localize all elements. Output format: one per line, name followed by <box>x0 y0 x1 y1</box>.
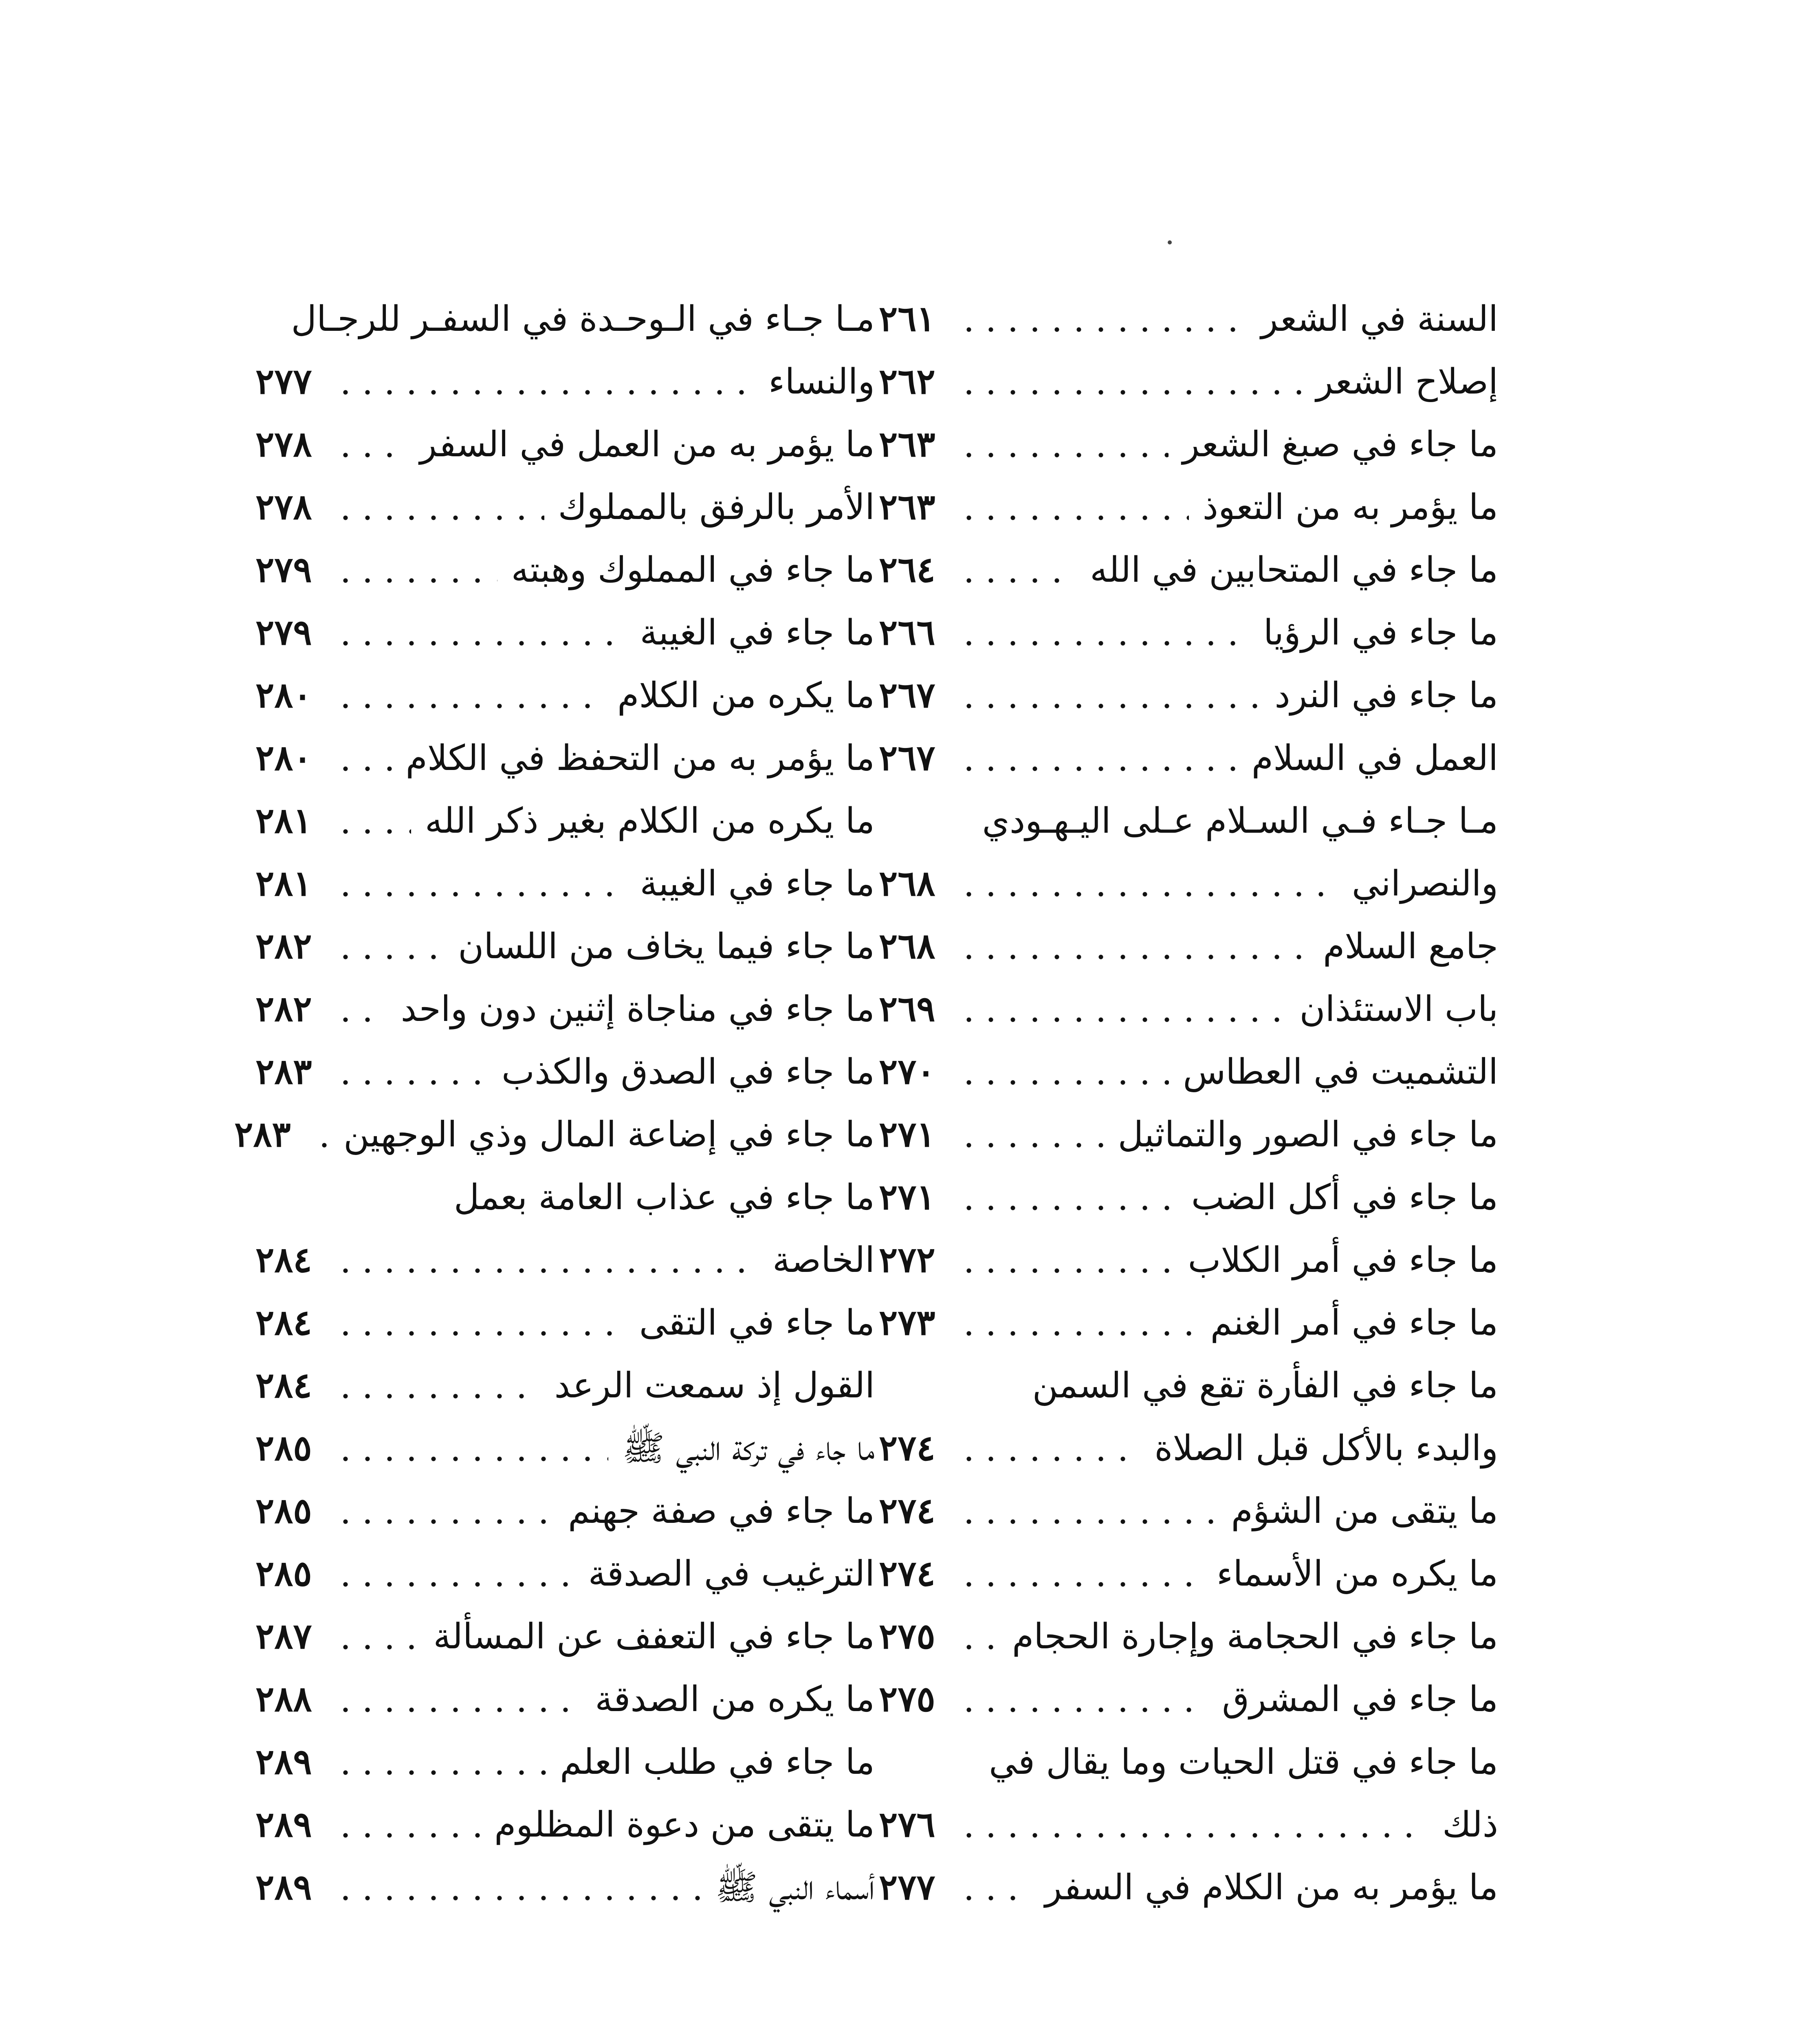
dot-leader <box>958 389 1302 395</box>
dot-leader <box>335 515 544 521</box>
entry-title: ما يؤمر به من الكلام في السفر <box>1045 1867 1498 1908</box>
dot-leader <box>335 1644 420 1650</box>
entry-page-number: ٢٨١ <box>255 863 312 904</box>
ink-speck <box>1168 240 1172 244</box>
entry-page-number: ٢٧٤ <box>879 1490 935 1531</box>
dot-leader <box>958 891 1338 897</box>
entry-page-number: ٢٦٩ <box>879 988 935 1029</box>
entry-page-number: ٢٨٩ <box>255 1804 312 1845</box>
dot-leader <box>958 703 1261 709</box>
entry-page-number: ٢٨٩ <box>255 1867 312 1908</box>
entry-page-number: ٢٨٨ <box>255 1678 312 1720</box>
entry-page-number: ٢٦٧ <box>879 737 935 779</box>
index-entry <box>255 599 875 662</box>
dot-leader <box>958 1832 1428 1838</box>
index-entry <box>879 1226 1498 1289</box>
index-entry <box>255 1038 875 1101</box>
entry-title: ما يكره من الكلام <box>617 675 875 716</box>
entry-page-number: ٢٦٣ <box>879 486 935 528</box>
entry-page-number: ٢٧٥ <box>879 1678 935 1720</box>
dot-leader <box>958 1080 1169 1085</box>
dot-leader <box>335 1707 581 1713</box>
entry-title: ما جاء في الفأرة تقع في السمن <box>1032 1365 1498 1406</box>
entry-page-number: ٢٧٨ <box>255 424 312 465</box>
entry-page-number: ٢٧١ <box>879 1177 935 1218</box>
entry-title: ما جاء في أمر الغنم <box>1210 1302 1498 1343</box>
index-column-left <box>234 285 875 1916</box>
entry-page-number: ٢٧٨ <box>255 486 312 528</box>
entry-page-number: ٢٧٦ <box>879 1804 935 1845</box>
entry-page-number: ٢٧٧ <box>255 361 312 402</box>
entry-title: ما جاء في النرد <box>1274 675 1498 716</box>
entry-title: ما جاء في إضاعة المال وذي الوجهين <box>343 1114 875 1155</box>
dot-leader <box>335 1331 625 1336</box>
dot-leader <box>958 1017 1285 1023</box>
entry-title: ما جاء في المتحابين في الله <box>1090 550 1498 590</box>
index-entry <box>255 1352 875 1414</box>
entry-page-number: ٢٦٣ <box>879 424 935 465</box>
entry-title: والنساء <box>768 361 875 402</box>
dot-leader <box>335 891 626 897</box>
index-entry <box>255 1791 875 1854</box>
dot-leader <box>958 1268 1174 1274</box>
entry-title: ما جاء في الرؤيا <box>1263 612 1498 653</box>
index-entry <box>255 1226 875 1289</box>
dot-leader <box>335 954 444 960</box>
entry-title: مـا جـاء فـي السـلام عـلى اليـهـودي <box>982 801 1498 841</box>
index-entry <box>255 1728 875 1791</box>
index-entry <box>879 411 1498 473</box>
entry-title: الخاصة <box>772 1240 875 1280</box>
entry-title: ما جاء في التقى <box>639 1302 875 1343</box>
entry-title: ما جاء في صبغ الشعر <box>1182 424 1498 465</box>
entry-page-number: ٢٨٤ <box>255 1365 312 1406</box>
index-entry <box>879 1603 1498 1665</box>
dot-leader <box>335 766 392 772</box>
dot-leader <box>335 1393 541 1399</box>
index-entry <box>255 850 875 913</box>
index-entry <box>879 1289 1498 1352</box>
entry-page-number: ٢٦٧ <box>879 675 935 716</box>
dot-leader <box>958 515 1189 521</box>
dot-leader <box>958 1582 1203 1587</box>
index-entry <box>879 1038 1498 1101</box>
entry-page-number: ٢٧٠ <box>879 1051 935 1092</box>
index-entry <box>879 662 1498 724</box>
index-entry <box>879 1540 1498 1603</box>
entry-page-number: ٢٧٧ <box>879 1867 935 1908</box>
entry-title: والبدء بالأكل قبل الصلاة <box>1154 1428 1498 1469</box>
index-entry <box>879 599 1498 662</box>
dot-leader <box>335 703 603 709</box>
index-entry <box>879 348 1498 411</box>
entry-title: ما يتقى من دعوة المظلوم <box>494 1804 875 1845</box>
index-entry <box>255 1414 875 1477</box>
entry-title: جامع السلام <box>1323 926 1498 967</box>
index-entry <box>255 787 875 850</box>
entry-page-number: ٢٧١ <box>879 1114 935 1155</box>
index-entry <box>879 1665 1498 1728</box>
entry-title: ما جاء في أكل الضب <box>1191 1177 1498 1218</box>
entry-page-number: ٢٨٧ <box>255 1616 312 1657</box>
index-entry <box>255 913 875 975</box>
entry-page-number: ٢٦١ <box>879 298 935 339</box>
index-entry <box>879 1414 1498 1477</box>
entry-page-number: ٢٨١ <box>255 800 312 841</box>
index-entry <box>255 724 875 787</box>
dot-leader <box>958 1331 1197 1336</box>
index-entry <box>879 1164 1498 1226</box>
entry-title: ما يؤمر به من التعوذ <box>1202 487 1498 528</box>
entry-title: أسماء النبي ﷺ <box>715 1867 875 1908</box>
index-entry <box>255 473 875 536</box>
dot-leader <box>335 578 497 583</box>
dot-leader <box>335 1895 702 1901</box>
dot-leader <box>958 766 1238 772</box>
entry-title: التشميت في العطاس <box>1183 1051 1498 1092</box>
entry-title: ما جاء في الغيبة <box>640 863 875 904</box>
entry-title: ما يكره من الكلام بغير ذكر الله <box>425 801 875 841</box>
entry-title: ذلك <box>1442 1804 1498 1845</box>
entry-title: والنصراني <box>1351 863 1498 904</box>
entry-page-number: ٢٧٢ <box>879 1239 935 1280</box>
entry-title: ما جاء في صفة جهنم <box>568 1491 875 1531</box>
entry-page-number: ٢٨٣ <box>255 1051 312 1092</box>
entry-page-number: ٢٦٤ <box>879 549 935 590</box>
dot-leader <box>335 1582 574 1587</box>
dot-leader <box>958 1644 998 1650</box>
dot-leader <box>958 1205 1177 1211</box>
index-entry <box>879 724 1498 787</box>
entry-page-number: ٢٧٣ <box>879 1302 935 1343</box>
index-entry <box>255 1477 875 1540</box>
entry-page-number: ٢٨٣ <box>234 1114 291 1155</box>
entry-title: العمل في السلام <box>1251 738 1498 779</box>
dot-leader <box>335 1519 554 1524</box>
index-entry <box>879 1352 1498 1414</box>
entry-title: ما يؤمر به من العمل في السفر <box>420 424 875 465</box>
entry-page-number: ٢٨٩ <box>255 1741 312 1782</box>
index-entry <box>879 913 1498 975</box>
index-entry <box>255 536 875 599</box>
dot-leader <box>958 327 1247 332</box>
dot-leader <box>958 1707 1208 1713</box>
dot-leader <box>335 1017 387 1023</box>
index-entry <box>255 411 875 473</box>
index-entry <box>879 1854 1498 1916</box>
entry-title: ما جاء في قتل الحيات وما يقال في <box>989 1742 1498 1782</box>
index-entry <box>879 536 1498 599</box>
index-entry <box>255 1540 875 1603</box>
entry-page-number: ٢٦٨ <box>879 926 935 967</box>
index-entry <box>255 1665 875 1728</box>
dot-leader <box>335 1080 488 1085</box>
dot-leader <box>335 1832 480 1838</box>
index-entry <box>879 285 1498 348</box>
dot-leader <box>958 1519 1217 1524</box>
entry-title: الترغيب في الصدقة <box>588 1553 875 1594</box>
entry-page-number: ٢٧٤ <box>879 1553 935 1594</box>
dot-leader <box>958 640 1250 646</box>
index-entry <box>255 1854 875 1916</box>
entry-title: ما يتقى من الشؤم <box>1231 1491 1498 1531</box>
entry-title: ما جاء فيما يخاف من اللسان <box>458 926 875 967</box>
entry-title: مـا جـاء في الـوحـدة في السفـر للرجـال <box>291 299 875 339</box>
dot-leader <box>958 954 1309 960</box>
index-entry <box>255 348 875 411</box>
index-entry <box>879 787 1498 850</box>
dot-leader <box>335 1268 759 1274</box>
dot-leader <box>958 1895 1031 1901</box>
index-entry <box>255 975 875 1038</box>
index-column-right <box>879 285 1498 1916</box>
entry-title: ما جاء في التعفف عن المسألة <box>433 1616 875 1657</box>
entry-title: ما جاء في عذاب العامة بعمل <box>453 1177 875 1218</box>
entry-page-number: ٢٨٤ <box>255 1302 312 1343</box>
index-entry <box>255 1603 875 1665</box>
dot-leader <box>958 1142 1104 1148</box>
dot-leader <box>335 389 755 395</box>
index-entry <box>879 1728 1498 1791</box>
entry-page-number: ٢٨٥ <box>255 1428 312 1469</box>
index-entry <box>879 850 1498 913</box>
entry-title: السنة في الشعر <box>1261 299 1498 339</box>
dot-leader <box>958 578 1076 583</box>
entry-title: إصلاح الشعر <box>1316 361 1498 402</box>
index-entry <box>879 1477 1498 1540</box>
entry-title: ما يكره من الصدقة <box>595 1679 875 1720</box>
dot-leader <box>958 452 1169 458</box>
index-entry <box>255 662 875 724</box>
entry-page-number: ٢٧٩ <box>255 549 312 590</box>
dot-leader <box>335 1456 608 1462</box>
entry-title: الأمر بالرفق بالمملوك <box>558 487 875 528</box>
dot-leader <box>335 452 406 458</box>
entry-page-number: ٢٨٢ <box>255 988 312 1029</box>
index-entry <box>255 285 875 348</box>
entry-title: ما جاء في تركة النبي ﷺ <box>622 1428 875 1469</box>
entry-page-number: ٢٧٩ <box>255 612 312 653</box>
entry-title: ما جاء في أمر الكلاب <box>1188 1240 1498 1280</box>
entry-page-number: ٢٦٦ <box>879 612 935 653</box>
entry-page-number: ٢٨٠ <box>255 737 312 779</box>
entry-title: ما جاء في المملوك وهبته <box>511 550 875 590</box>
entry-page-number: ٢٨٥ <box>255 1553 312 1594</box>
index-entry <box>879 473 1498 536</box>
entry-title: القول إذ سمعت الرعد <box>554 1365 875 1406</box>
dot-leader <box>335 1770 546 1775</box>
entry-page-number: ٢٨٥ <box>255 1490 312 1531</box>
entry-title: ما جاء في الصور والتماثيل <box>1118 1114 1498 1155</box>
index-entry <box>255 1289 875 1352</box>
entry-title: باب الاستئذان <box>1299 989 1498 1029</box>
entry-title: ما جاء في الغيبة <box>640 612 875 653</box>
entry-page-number: ٢٦٨ <box>879 863 935 904</box>
entry-title: ما جاء في الصدق والكذب <box>502 1051 875 1092</box>
entry-title: ما جاء في طلب العلم <box>560 1742 875 1782</box>
entry-page-number: ٢٨٢ <box>255 926 312 967</box>
entry-title: ما جاء في مناجاة إثنين دون واحد <box>401 989 875 1029</box>
index-entry <box>879 975 1498 1038</box>
index-entry <box>255 1164 875 1226</box>
entry-page-number: ٢٨٠ <box>255 675 312 716</box>
entry-title: ما يكره من الأسماء <box>1216 1553 1498 1594</box>
entry-title: ما جاء في الحجامة وإجارة الحجام <box>1012 1616 1498 1657</box>
entry-page-number: ٢٧٥ <box>879 1616 935 1657</box>
entry-title: ما جاء في المشرق <box>1222 1679 1498 1720</box>
index-entry <box>879 1791 1498 1854</box>
dot-leader <box>313 1142 330 1148</box>
entry-page-number: ٢٦٢ <box>879 361 935 402</box>
entry-title: ما يؤمر به من التحفظ في الكلام <box>405 738 875 779</box>
dot-leader <box>335 640 626 646</box>
entry-page-number: ٢٨٤ <box>255 1239 312 1280</box>
entry-page-number: ٢٧٤ <box>879 1428 935 1469</box>
index-entry <box>234 1101 875 1164</box>
index-entry <box>879 1101 1498 1164</box>
dot-leader <box>335 829 411 834</box>
dot-leader <box>958 1456 1140 1462</box>
